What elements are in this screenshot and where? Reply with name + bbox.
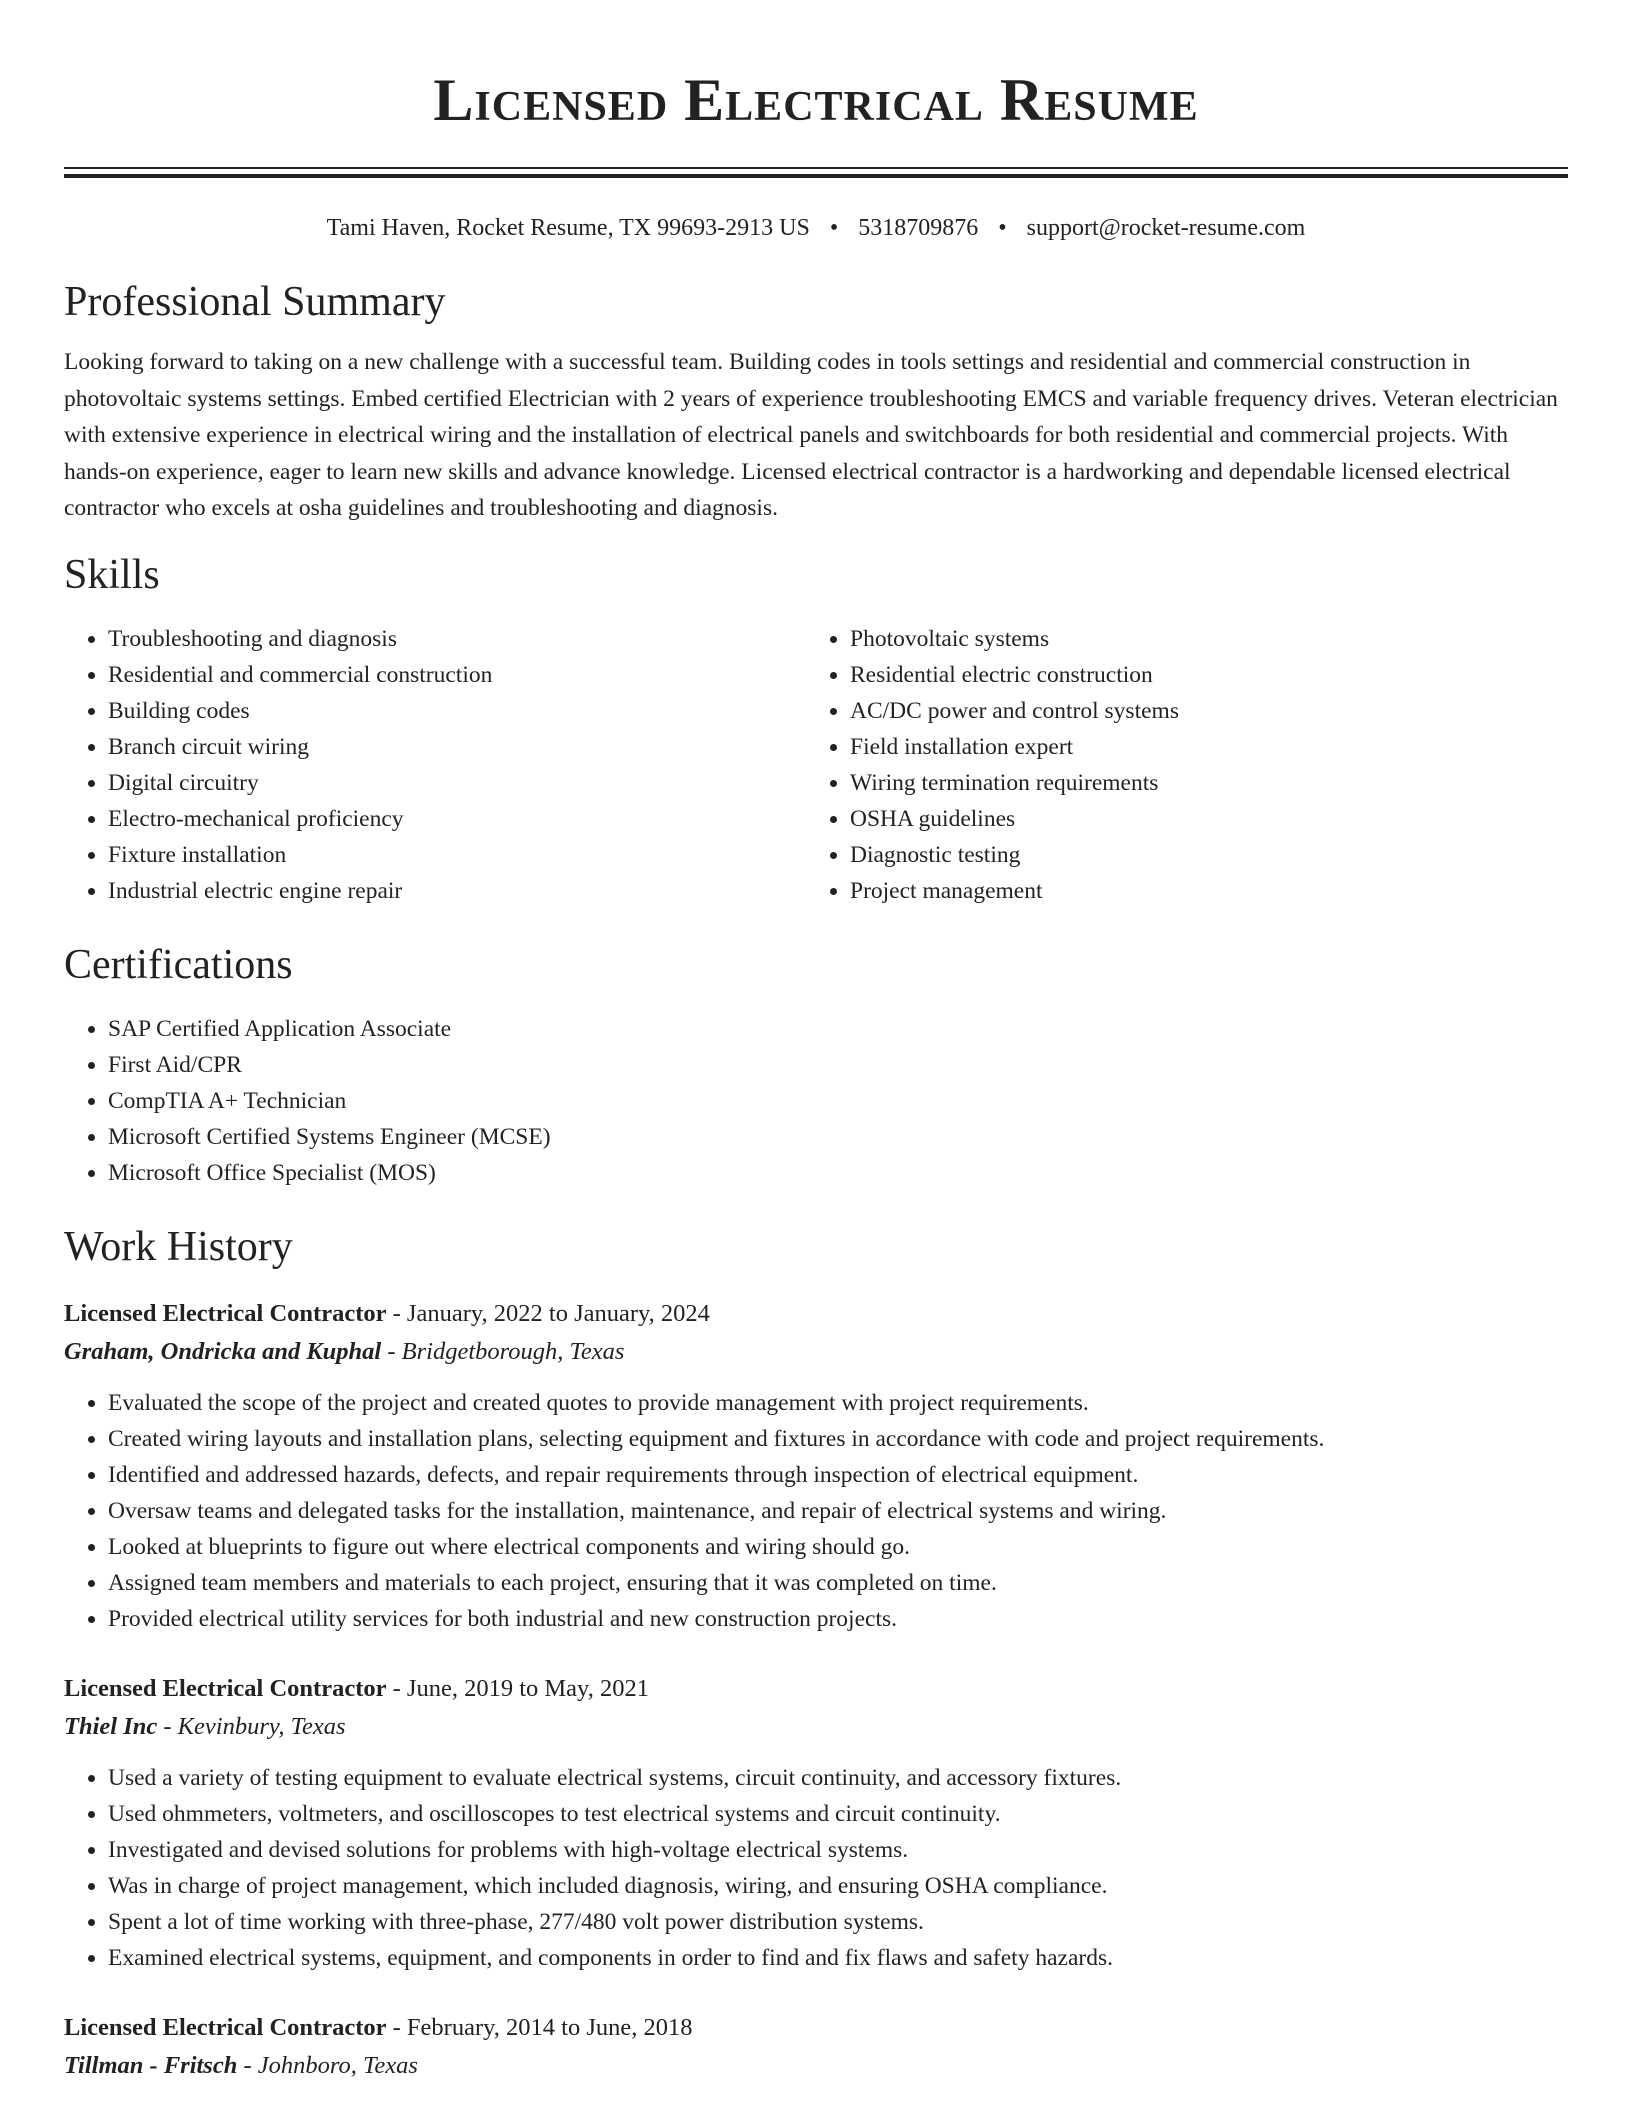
job-dates: February, 2014 to June, 2018 — [406, 2013, 693, 2041]
skill-item: • Electro-mechanical proficiency — [108, 801, 806, 837]
contact-line — [64, 212, 1568, 244]
certification-item: • SAP Certified Application Associate — [108, 1011, 1568, 1047]
contact-separator: • — [998, 215, 1007, 241]
contact-phone: 5318709876 — [858, 215, 979, 241]
skill-item: • Industrial electric engine repair — [108, 873, 806, 909]
skill-item: • Field installation expert — [850, 729, 1548, 765]
job-location: Johnboro, Texas — [257, 2051, 418, 2079]
skill-item: • Digital circuitry — [108, 765, 806, 801]
job-title: Licensed Electrical Contractor — [64, 2013, 387, 2041]
certification-item: • Microsoft Office Specialist (MOS) — [108, 1155, 1568, 1191]
certification-item: • Microsoft Certified Systems Engineer (MCSE) — [108, 1119, 1568, 1155]
skills-grid — [64, 621, 1568, 909]
contact-separator: • — [829, 215, 839, 241]
job-duty-item: • Assigned team members and materials to each project, ensuring that it was completed on time. — [108, 1565, 1568, 1601]
job-title: Licensed Electrical Contractor — [64, 1299, 387, 1327]
job-duty-item: • Evaluated the scope of the project and created quotes to provide management with project requirements. — [108, 1385, 1568, 1421]
job-duty-item: • Investigated and devised solutions for problems with high-voltage electrical systems. — [108, 1832, 1568, 1868]
dash-separator: - — [386, 2013, 407, 2041]
work-history-heading: Work History — [64, 1223, 293, 1270]
job-entry — [64, 1670, 1568, 1976]
certifications-heading: Certifications — [64, 941, 293, 988]
skill-item: • Wiring termination requirements — [850, 765, 1548, 801]
job-entry — [64, 2009, 1568, 2085]
skill-item: • Project management — [850, 873, 1548, 909]
skills-heading: Skills — [64, 551, 160, 598]
job-duties-list — [64, 1385, 1568, 1637]
job-duty-item: • Identified and addressed hazards, defects, and repair requirements through inspection of electrical equipment. — [108, 1457, 1568, 1493]
skills-list-right — [806, 621, 1548, 909]
job-duty-item: • Provided electrical utility services for both industrial and new construction projects. — [108, 1601, 1568, 1637]
skill-item: • Branch circuit wiring — [108, 729, 806, 765]
skills-column-left — [64, 621, 806, 909]
skills-list-left — [64, 621, 806, 909]
job-duties-list — [64, 1760, 1568, 1976]
employer-name: Thiel Inc — [64, 1712, 158, 1740]
certifications-list — [64, 1011, 1568, 1191]
summary-heading: Professional Summary — [64, 279, 446, 325]
job-duty-item: • Looked at blueprints to figure out where electrical components and wiring should go. — [108, 1529, 1568, 1565]
job-duty-item: • Spent a lot of time working with three-phase, 277/480 volt power distribution systems. — [108, 1904, 1568, 1940]
employer-name: Tillman - Fritsch — [64, 2051, 238, 2079]
job-location: Bridgetborough, Texas — [401, 1337, 625, 1365]
skill-item: • Troubleshooting and diagnosis — [108, 621, 806, 657]
skills-column-right — [806, 621, 1548, 909]
job-entry — [64, 1295, 1568, 1637]
skill-item: • Building codes — [108, 693, 806, 729]
skill-item: • Residential electric construction — [850, 657, 1548, 693]
skill-item: • Residential and commercial construction — [108, 657, 806, 693]
resume-title: Licensed Electrical Resume — [433, 67, 1199, 133]
job-title-line — [64, 2009, 1568, 2047]
skill-item: • Fixture installation — [108, 837, 806, 873]
title-divider-thin — [64, 167, 1568, 169]
employer-name: Graham, Ondricka and Kuphal — [64, 1337, 382, 1365]
skill-item: • AC/DC power and control systems — [850, 693, 1548, 729]
certification-item: • First Aid/CPR — [108, 1047, 1568, 1083]
employer-line — [64, 1708, 1568, 1746]
dash-separator: - — [381, 1337, 402, 1365]
job-dates: June, 2019 to May, 2021 — [406, 1674, 649, 1702]
contact-email: support@rocket-resume.com — [1026, 215, 1306, 241]
job-duty-item: • Used ohmmeters, voltmeters, and oscilloscopes to test electrical systems and circuit continuity. — [108, 1796, 1568, 1832]
job-duty-item: • Oversaw teams and delegated tasks for the installation, maintenance, and repair of electrical systems and wiring. — [108, 1493, 1568, 1529]
certification-item: • CompTIA A+ Technician — [108, 1083, 1568, 1119]
summary-text: Looking forward to taking on a new challenge with a successful team. Building codes in tools settings and residential and commercial construction in photovoltaic systems settings. Embed certified Electrician with 2 years of experience troubleshooting EMCS and variable frequency drives. Veteran electrician with extensive experience in electrical wiring and the installation of electrical panels and switchboards for both residential and commercial projects. With hands-on experience, eager to learn new skills and advance knowledge. Licensed electrical contractor is a hardworking and dependable licensed electrical contractor who excels at osha guidelines and troubleshooting and diagnosis. — [64, 349, 1558, 521]
job-duty-item: • Examined electrical systems, equipment, and components in order to find and fix flaws and safety hazards. — [108, 1940, 1568, 1976]
title-divider-thick — [64, 174, 1568, 178]
skill-item: • OSHA guidelines — [850, 801, 1548, 837]
dash-separator: - — [386, 1299, 407, 1327]
skill-item: • Photovoltaic systems — [850, 621, 1548, 657]
dash-separator: - — [386, 1674, 407, 1702]
employer-line — [64, 2047, 1568, 2085]
dash-separator: - — [237, 2051, 258, 2079]
contact-address: Tami Haven, Rocket Resume, TX 99693-2913 US — [326, 215, 810, 241]
job-duty-item: • Used a variety of testing equipment to evaluate electrical systems, circuit continuity, and accessory fixtures. — [108, 1760, 1568, 1796]
job-duty-item: • Was in charge of project management, which included diagnosis, wiring, and ensuring OSHA compliance. — [108, 1868, 1568, 1904]
employer-line — [64, 1333, 1568, 1371]
job-title-line — [64, 1295, 1568, 1333]
skill-item: • Diagnostic testing — [850, 837, 1548, 873]
job-dates: January, 2022 to January, 2024 — [406, 1299, 710, 1327]
job-location: Kevinbury, Texas — [177, 1712, 346, 1740]
job-title-line — [64, 1670, 1568, 1708]
job-duty-item: • Created wiring layouts and installation plans, selecting equipment and fixtures in accordance with code and project requirements. — [108, 1421, 1568, 1457]
job-title: Licensed Electrical Contractor — [64, 1674, 387, 1702]
dash-separator: - — [157, 1712, 178, 1740]
